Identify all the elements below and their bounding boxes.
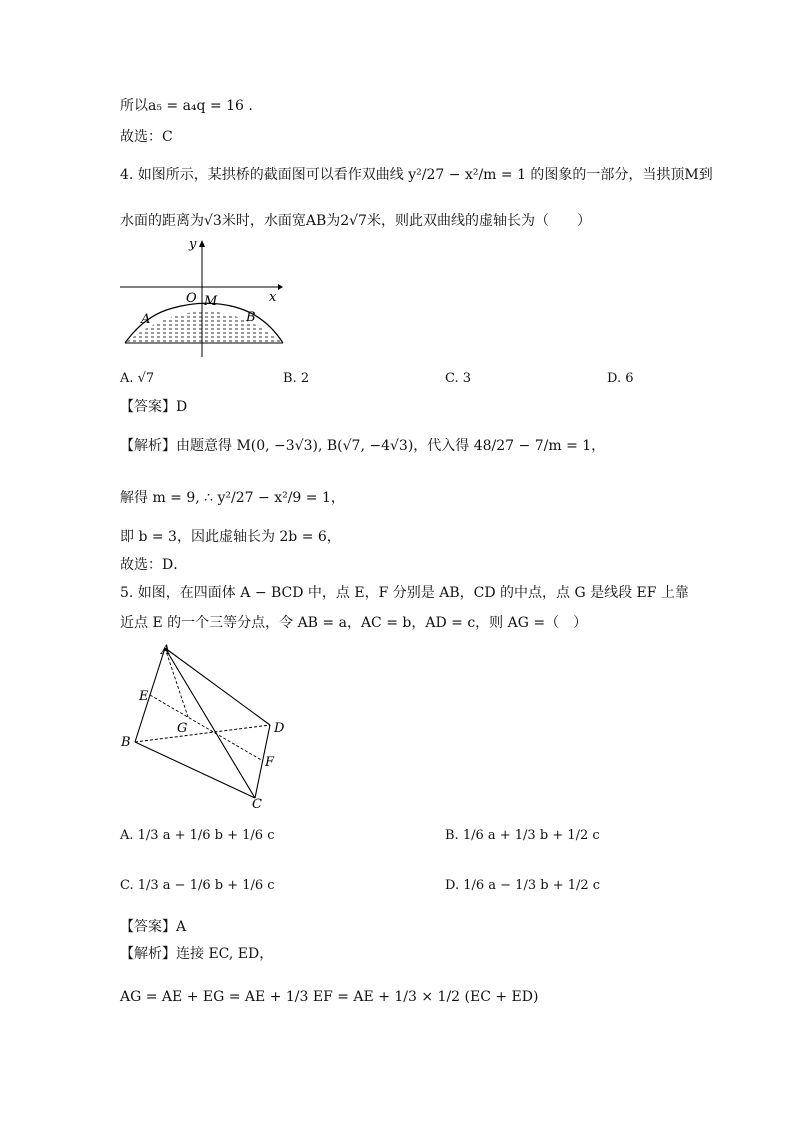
vertex-A: A	[161, 643, 171, 658]
question-5-stem: 近点 E 的一个三等分点，令 AB = a，AC = b，AD = c，则 AG =（ ）	[120, 615, 588, 631]
label-M: M	[204, 294, 218, 309]
q5-option-b: B. 1/6 a + 1/3 b + 1/2 c	[445, 828, 600, 843]
label-y: y	[189, 237, 197, 252]
label-A: A	[141, 312, 151, 327]
point-F: F	[265, 755, 275, 770]
vertex-C: C	[252, 797, 262, 812]
question-5-stem: 5. 如图，在四面体 A − BCD 中，点 E，F 分别是 AB，CD 的中点，点 G 是线段 EF 上靠	[120, 585, 689, 601]
x-axis-arrow	[278, 284, 283, 290]
vertex-B: B	[121, 735, 131, 750]
q4-option-c: C. 3	[445, 371, 472, 386]
q4-option-a: A. √7	[120, 371, 155, 386]
text-line: 所以a₅ = a₄q = 16 .	[120, 98, 253, 114]
q5-option-c: C. 1/3 a − 1/6 b + 1/6 c	[120, 878, 275, 893]
q5-option-d: D. 1/6 a − 1/3 b + 1/2 c	[445, 878, 601, 893]
solution-5: 【解析】连接 EC, ED，	[120, 946, 274, 962]
q5-option-a: A. 1/3 a + 1/6 b + 1/6 c	[120, 828, 275, 843]
label-B: B	[246, 310, 256, 325]
label-x: x	[269, 290, 277, 305]
vertex-D: D	[274, 721, 285, 736]
bridge-figure	[115, 235, 285, 360]
label-O: O	[186, 291, 197, 306]
question-4-stem: 4. 如图所示，某拱桥的截面图可以看作双曲线 y²/27 − x²/m = 1 的图象的一部分，当拱顶M到	[120, 167, 713, 183]
q4-option-d: D. 6	[607, 371, 634, 386]
point-G: G	[177, 721, 188, 736]
tetrahedron-figure	[115, 640, 295, 812]
question-4-stem: 水面的距离为√3米时，水面宽AB为2√7米，则此双曲线的虚轴长为（ ）	[120, 213, 591, 229]
solution-4: 【解析】由题意得 M(0, −3√3), B(√7, −4√3)，代入得 48/27 − 7/m = 1，	[120, 438, 606, 454]
point-E: E	[139, 689, 149, 704]
solution-4: 即 b = 3，因此虚轴长为 2b = 6，	[120, 529, 341, 545]
answer-5: 【答案】A	[120, 919, 187, 935]
y-axis-arrow	[199, 240, 205, 247]
text-line: 故选：C	[120, 129, 173, 145]
solution-5: AG = AE + EG = AE + 1/3 EF = AE + 1/3 × 1/2 (EC + ED)	[120, 989, 539, 1005]
answer-4: 【答案】D	[120, 399, 188, 415]
solution-4: 解得 m = 9, ∴ y²/27 − x²/9 = 1，	[120, 490, 345, 506]
q4-option-b: B. 2	[283, 371, 310, 386]
solution-4: 故选：D．	[120, 557, 188, 573]
